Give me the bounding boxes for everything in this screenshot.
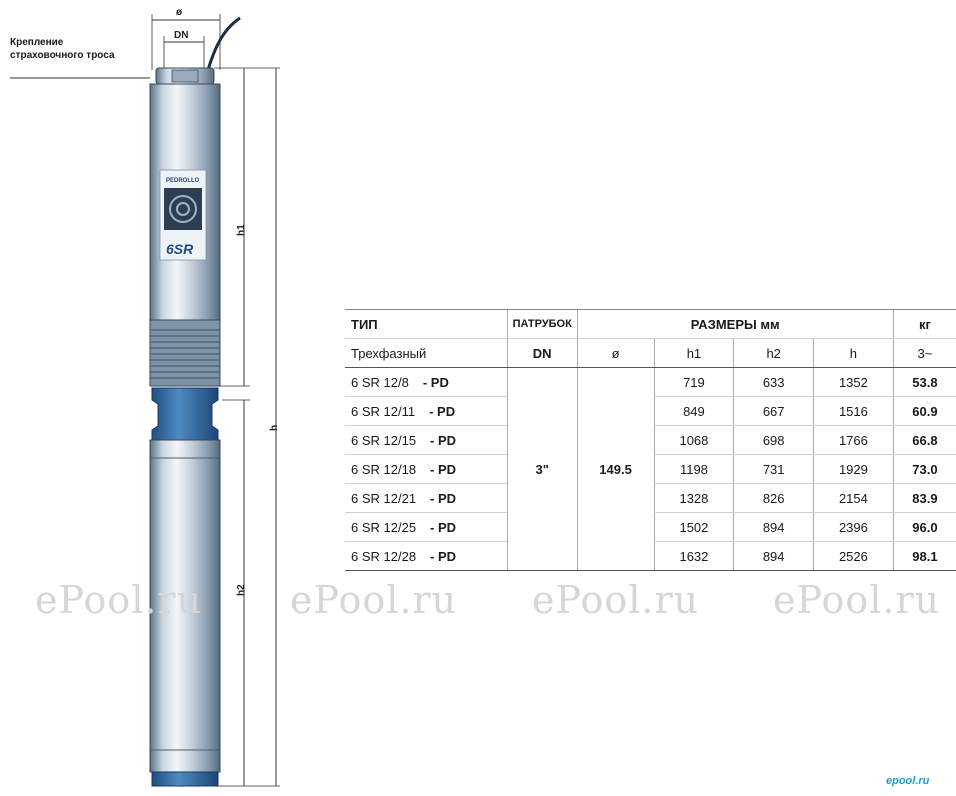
model-cell bbox=[345, 513, 507, 542]
h-label: h bbox=[269, 424, 280, 431]
h2-cell: 894 bbox=[734, 542, 814, 571]
weight-cell: 83.9 bbox=[893, 484, 956, 513]
model-suffix: - PD bbox=[430, 461, 457, 477]
model-cell bbox=[345, 397, 507, 426]
motor-coupling bbox=[152, 388, 218, 440]
model-name: 6 SR 12/25 bbox=[351, 519, 417, 535]
h2-label: h2 bbox=[236, 584, 247, 596]
model-suffix: - PD bbox=[422, 374, 449, 390]
watermark: ePool.ru bbox=[290, 578, 458, 622]
h-cell: 2396 bbox=[814, 513, 894, 542]
model-name: 6 SR 12/18 bbox=[351, 461, 417, 477]
h1-cell: 1068 bbox=[654, 426, 734, 455]
h2-cell: 698 bbox=[734, 426, 814, 455]
diameter-value: 149.5 bbox=[577, 368, 654, 571]
diameter-label: ø bbox=[176, 7, 183, 18]
model-badge: 6SR bbox=[166, 241, 194, 257]
h1-cell: 1328 bbox=[654, 484, 734, 513]
h-cell: 2526 bbox=[814, 542, 894, 571]
h-cell: 1929 bbox=[814, 455, 894, 484]
h1-cell: 849 bbox=[654, 397, 734, 426]
model-suffix: - PD bbox=[430, 519, 457, 535]
h1-cell: 1198 bbox=[654, 455, 734, 484]
subheader-weight: 3~ bbox=[893, 339, 956, 368]
model-cell bbox=[345, 542, 507, 571]
h-cell: 1516 bbox=[814, 397, 894, 426]
model-name: 6 SR 12/15 bbox=[351, 432, 417, 448]
subheader-type: Трехфазный bbox=[345, 339, 507, 368]
model-suffix: - PD bbox=[430, 432, 457, 448]
spec-table bbox=[345, 309, 956, 571]
site-logo: epool.ru bbox=[886, 775, 930, 787]
weight-cell: 96.0 bbox=[893, 513, 956, 542]
h-cell: 1352 bbox=[814, 368, 894, 397]
safety-cable-note: Крепление страховочного троса bbox=[10, 37, 115, 61]
model-name: 6 SR 12/28 bbox=[351, 548, 417, 564]
model-name: 6 SR 12/8 bbox=[351, 374, 409, 390]
power-cable bbox=[208, 18, 240, 70]
subheader-outlet: DN bbox=[507, 339, 577, 368]
h2-cell: 894 bbox=[734, 513, 814, 542]
header-sizes: РАЗМЕРЫ мм bbox=[577, 310, 893, 339]
dn-value: 3" bbox=[507, 368, 577, 571]
h2-cell: 667 bbox=[734, 397, 814, 426]
model-name: 6 SR 12/11 bbox=[351, 403, 416, 419]
model-suffix: - PD bbox=[430, 548, 457, 564]
h2-cell: 731 bbox=[734, 455, 814, 484]
table-header-row bbox=[345, 310, 956, 339]
model-suffix: - PD bbox=[430, 490, 457, 506]
subheader-diameter: ø bbox=[577, 339, 654, 368]
h-cell: 2154 bbox=[814, 484, 894, 513]
h2-cell: 826 bbox=[734, 484, 814, 513]
header-weight: кг bbox=[893, 310, 956, 339]
h1-label: h1 bbox=[236, 224, 247, 236]
pump-drawing bbox=[0, 0, 320, 796]
model-name: 6 SR 12/21 bbox=[351, 490, 417, 506]
watermark: ePool.ru bbox=[532, 578, 700, 622]
h2-cell: 633 bbox=[734, 368, 814, 397]
table-row bbox=[345, 368, 956, 397]
model-cell bbox=[345, 484, 507, 513]
weight-cell: 53.8 bbox=[893, 368, 956, 397]
watermark: ePool.ru bbox=[773, 578, 941, 622]
h-cell: 1766 bbox=[814, 426, 894, 455]
subheader-h1: h1 bbox=[654, 339, 734, 368]
weight-cell: 66.8 bbox=[893, 426, 956, 455]
h1-cell: 1632 bbox=[654, 542, 734, 571]
dn-label: DN bbox=[174, 30, 189, 41]
model-cell bbox=[345, 426, 507, 455]
motor-base bbox=[152, 772, 218, 786]
weight-cell: 73.0 bbox=[893, 455, 956, 484]
model-cell bbox=[345, 368, 507, 397]
header-outlet: ПАТРУБОК bbox=[507, 310, 577, 339]
subheader-h2: h2 bbox=[734, 339, 814, 368]
weight-cell: 60.9 bbox=[893, 397, 956, 426]
model-cell bbox=[345, 455, 507, 484]
weight-cell: 98.1 bbox=[893, 542, 956, 571]
subheader-h: h bbox=[814, 339, 894, 368]
watermark: ePool.ru bbox=[35, 578, 203, 622]
table-subheader-row bbox=[345, 339, 956, 368]
model-suffix: - PD bbox=[429, 403, 456, 419]
h1-cell: 719 bbox=[654, 368, 734, 397]
header-type: ТИП bbox=[345, 310, 507, 339]
brand-name: PEDROLLO bbox=[166, 178, 200, 184]
h1-cell: 1502 bbox=[654, 513, 734, 542]
